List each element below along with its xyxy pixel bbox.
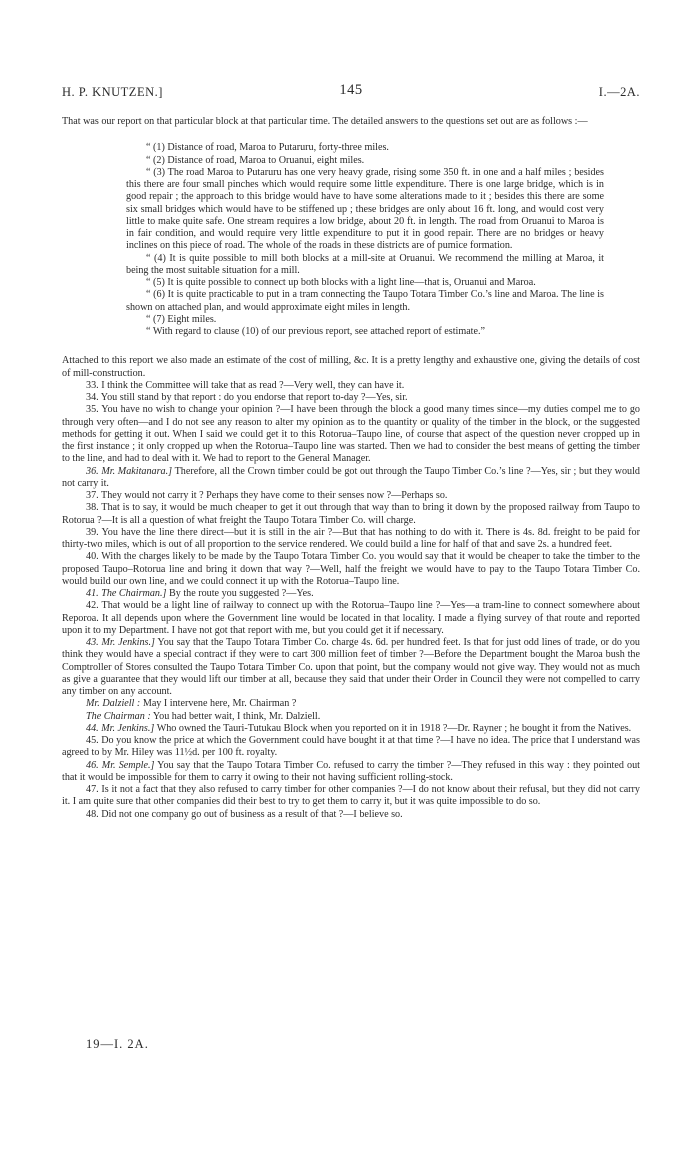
testimony-paragraph: 33. I think the Committee will take that as read ?—Very well, they can have it. <box>86 379 405 391</box>
page-number: 145 <box>339 82 363 98</box>
speaker: 46. Mr. Semple.] <box>86 759 155 771</box>
testimony-paragraph: Mr. Dalziell : May I intervene here, Mr. Chairman ? <box>86 698 297 710</box>
testimony-paragraph: 42. That would be a light line of railway to connect up with the Rotorua–Taupo line ?—Yes—a tram-line to connect somewhere about Reporoa. It all depends upon where the Government line would be located in that locality. I made a flying survey of that route and reported upon it to my Department. I have not got that report with me, but you could get it if necessary. <box>62 600 640 636</box>
testimony-paragraph: The Chairman : You had better wait, I think, Mr. Dalziell. <box>86 710 321 722</box>
estimate-paragraph: Attached to this report we also made an estimate of the cost of milling, &c. It is a pretty lengthy and exhaustive one, giving the details of cost of mill-construction. <box>62 355 640 379</box>
document-reference: I.—2A. <box>598 85 640 99</box>
quote-item: “ (4) It is quite possible to mill both blocks at a mill-site at Oruanui. We recommend the milling at Maroa, it being the most suitable situation for a mill. <box>126 252 604 276</box>
quote-item: “ (1) Distance of road, Maroa to Putaruru, forty-three miles. <box>146 142 389 154</box>
quote-item: “ (7) Eight miles. <box>146 313 217 325</box>
speaker: The Chairman : <box>86 710 151 722</box>
testimony-paragraph: 35. You have no wish to change your opinion ?—I have been through the block a good many times since—my duties compel me to go through very often—and I do not see any reason to alter my opinion as to the quantity or quality of the timber in the block, or the suggested methods for getting it out. When I said we could get it to this Rotorua–Taupo line, of course that aspect of the question never cropped up in the first instance ; it only cropped up when the Rotorua–Taupo line was started. Then we had to consider the best means of getting the timber to the line, and had to deal with it. We had to report to the General Manager. <box>62 404 640 465</box>
testimony-paragraph: 43. Mr. Jenkins.] You say that the Taupo Totara Timber Co. charge 4s. 6d. per hundred feet. Is that for just odd lines of trade, or do you think they would have a special contract if they were to cart 300 million feet of timber ?—Before the Department bought the Maroa bush the Comptroller of Stores consulted the Taupo Totara Timber Co. upon that point, but the company would not give way. They would not as much as give a guarantee that they would lift our timber at all, because they said that under their Order in Council they were not compelled to carry any timber on any account. <box>62 637 640 697</box>
speaker: 41. The Chairman.] <box>86 588 167 599</box>
signature-mark: 19—I. 2A. <box>86 1037 149 1051</box>
quoted-answers <box>62 142 640 338</box>
intro-paragraph: That was our report on that particular block at that particular time. The detailed answers to the questions set out are as follows :— <box>62 116 588 127</box>
quote-item: “ (6) It is quite practicable to put in a tram connecting the Taupo Totara Timber Co.’s line and Maroa. The line is shown on attached plan, and would approximate eight miles in length. <box>126 289 604 313</box>
speaker: 44. Mr. Jenkins.] <box>86 722 155 734</box>
testimony-paragraph: 36. Mr. Makitanara.] Therefore, all the Crown timber could be got out through the Taupo Timber Co.’s line ?—Yes, sir ; but they would not carry it. <box>62 465 640 489</box>
quote-item: “ With regard to clause (10) of our previous report, see attached report of estimate.” <box>146 326 486 337</box>
quote-item: “ (5) It is quite possible to connect up both blocks with a light line—that is, Oruanui and Maroa. <box>146 277 536 288</box>
testimony-paragraph: 46. Mr. Semple.] You say that the Taupo Totara Timber Co. refused to carry the timber ?—They refused in this way : they pointed out that it would be impossible for them to carry it owing to their not having sufficient rolling-stock. <box>62 759 640 783</box>
testimony-paragraph: 34. You still stand by that report : do you endorse that report to-day ?—Yes, sir. <box>86 392 408 403</box>
testimony-paragraph: 48. Did not one company go out of business as a result of that ?—I believe so. <box>86 808 403 820</box>
speaker: 43. Mr. Jenkins.] <box>86 637 155 648</box>
quote-item: “ (2) Distance of road, Maroa to Oruanui, eight miles. <box>146 154 365 166</box>
testimony <box>62 380 640 821</box>
witness-name: H. P. KNUTZEN.] <box>62 85 163 99</box>
testimony-paragraph: 41. The Chairman.] By the route you suggested ?—Yes. <box>86 588 314 599</box>
speaker: Mr. Dalziell : <box>86 698 141 710</box>
testimony-paragraph: 47. Is it not a fact that they also refused to carry timber for other companies ?—I do not know about their refusal, but they did not carry it. I am quite sure that other companies did their best to try to get them to carry it, but it was quite impossible to do so. <box>62 784 640 808</box>
testimony-paragraph: 39. You have the line there direct—but it is still in the air ?—But that has nothing to do with it. There is 4s. 8d. freight to be paid for thirty-two miles, which is out of all proportion to the service rendered. We could build a line for half of that and save 2s. a hundred feet. <box>62 526 640 550</box>
speaker: 36. Mr. Makitanara.] <box>86 465 173 477</box>
testimony-paragraph: 40. With the charges likely to be made by the Taupo Totara Timber Co. you would say that it would be cheaper to take the timber to the proposed Taupo–Rotorua line and bring it down that way ?—Well, half the freight we would have to pay to the Taupo Totara Timber Co. would build our own line, and we could connect it up with the Rotorua–Taupo line. <box>62 551 640 587</box>
page-body <box>62 116 640 821</box>
testimony-paragraph: 37. They would not carry it ? Perhaps they have come to their senses now ?—Perhaps so. <box>86 490 448 501</box>
testimony-paragraph: 45. Do you know the price at which the Government could have bought it at that time ?—I have no idea. The price that I understand was agreed to by Mr. Hiley was 11½d. per 100 ft. royalty. <box>62 735 640 759</box>
testimony-paragraph: 44. Mr. Jenkins.] Who owned the Tauri-Tutukau Block when you reported on it in 1918 ?—Dr. Rayner ; he bought it from the Natives. <box>86 722 632 734</box>
testimony-paragraph: 38. That is to say, it would be much cheaper to get it out through that way than to bring it down by the proposed railway from Taupo to Rotorua ?—It is all a question of what freight the Taupo Totara Timber Co. will charge. <box>62 502 640 526</box>
page-header <box>62 82 640 103</box>
quote-item: “ (3) The road Maroa to Putaruru has one very heavy grade, rising some 350 ft. in one and a half miles ; besides this there are four small pinches which would require some little expenditure. There is one large bridge, which is in good repair ; the approach to this bridge would have to have some alterations made to it ; besides this there are some six small bridges which would have to be stiffened up ; these bridges are only about 16 ft. long, and would cost very little to make quite safe. One stream requires a low bridge, about 20 ft. in length. The road from Oruanui to Maroa is in fair condition, and would require very little expenditure to put it in good repair. There are no bridges or heavy inclines on this piece of road. The whole of the roads in these districts are of pumice formation. <box>126 166 604 252</box>
